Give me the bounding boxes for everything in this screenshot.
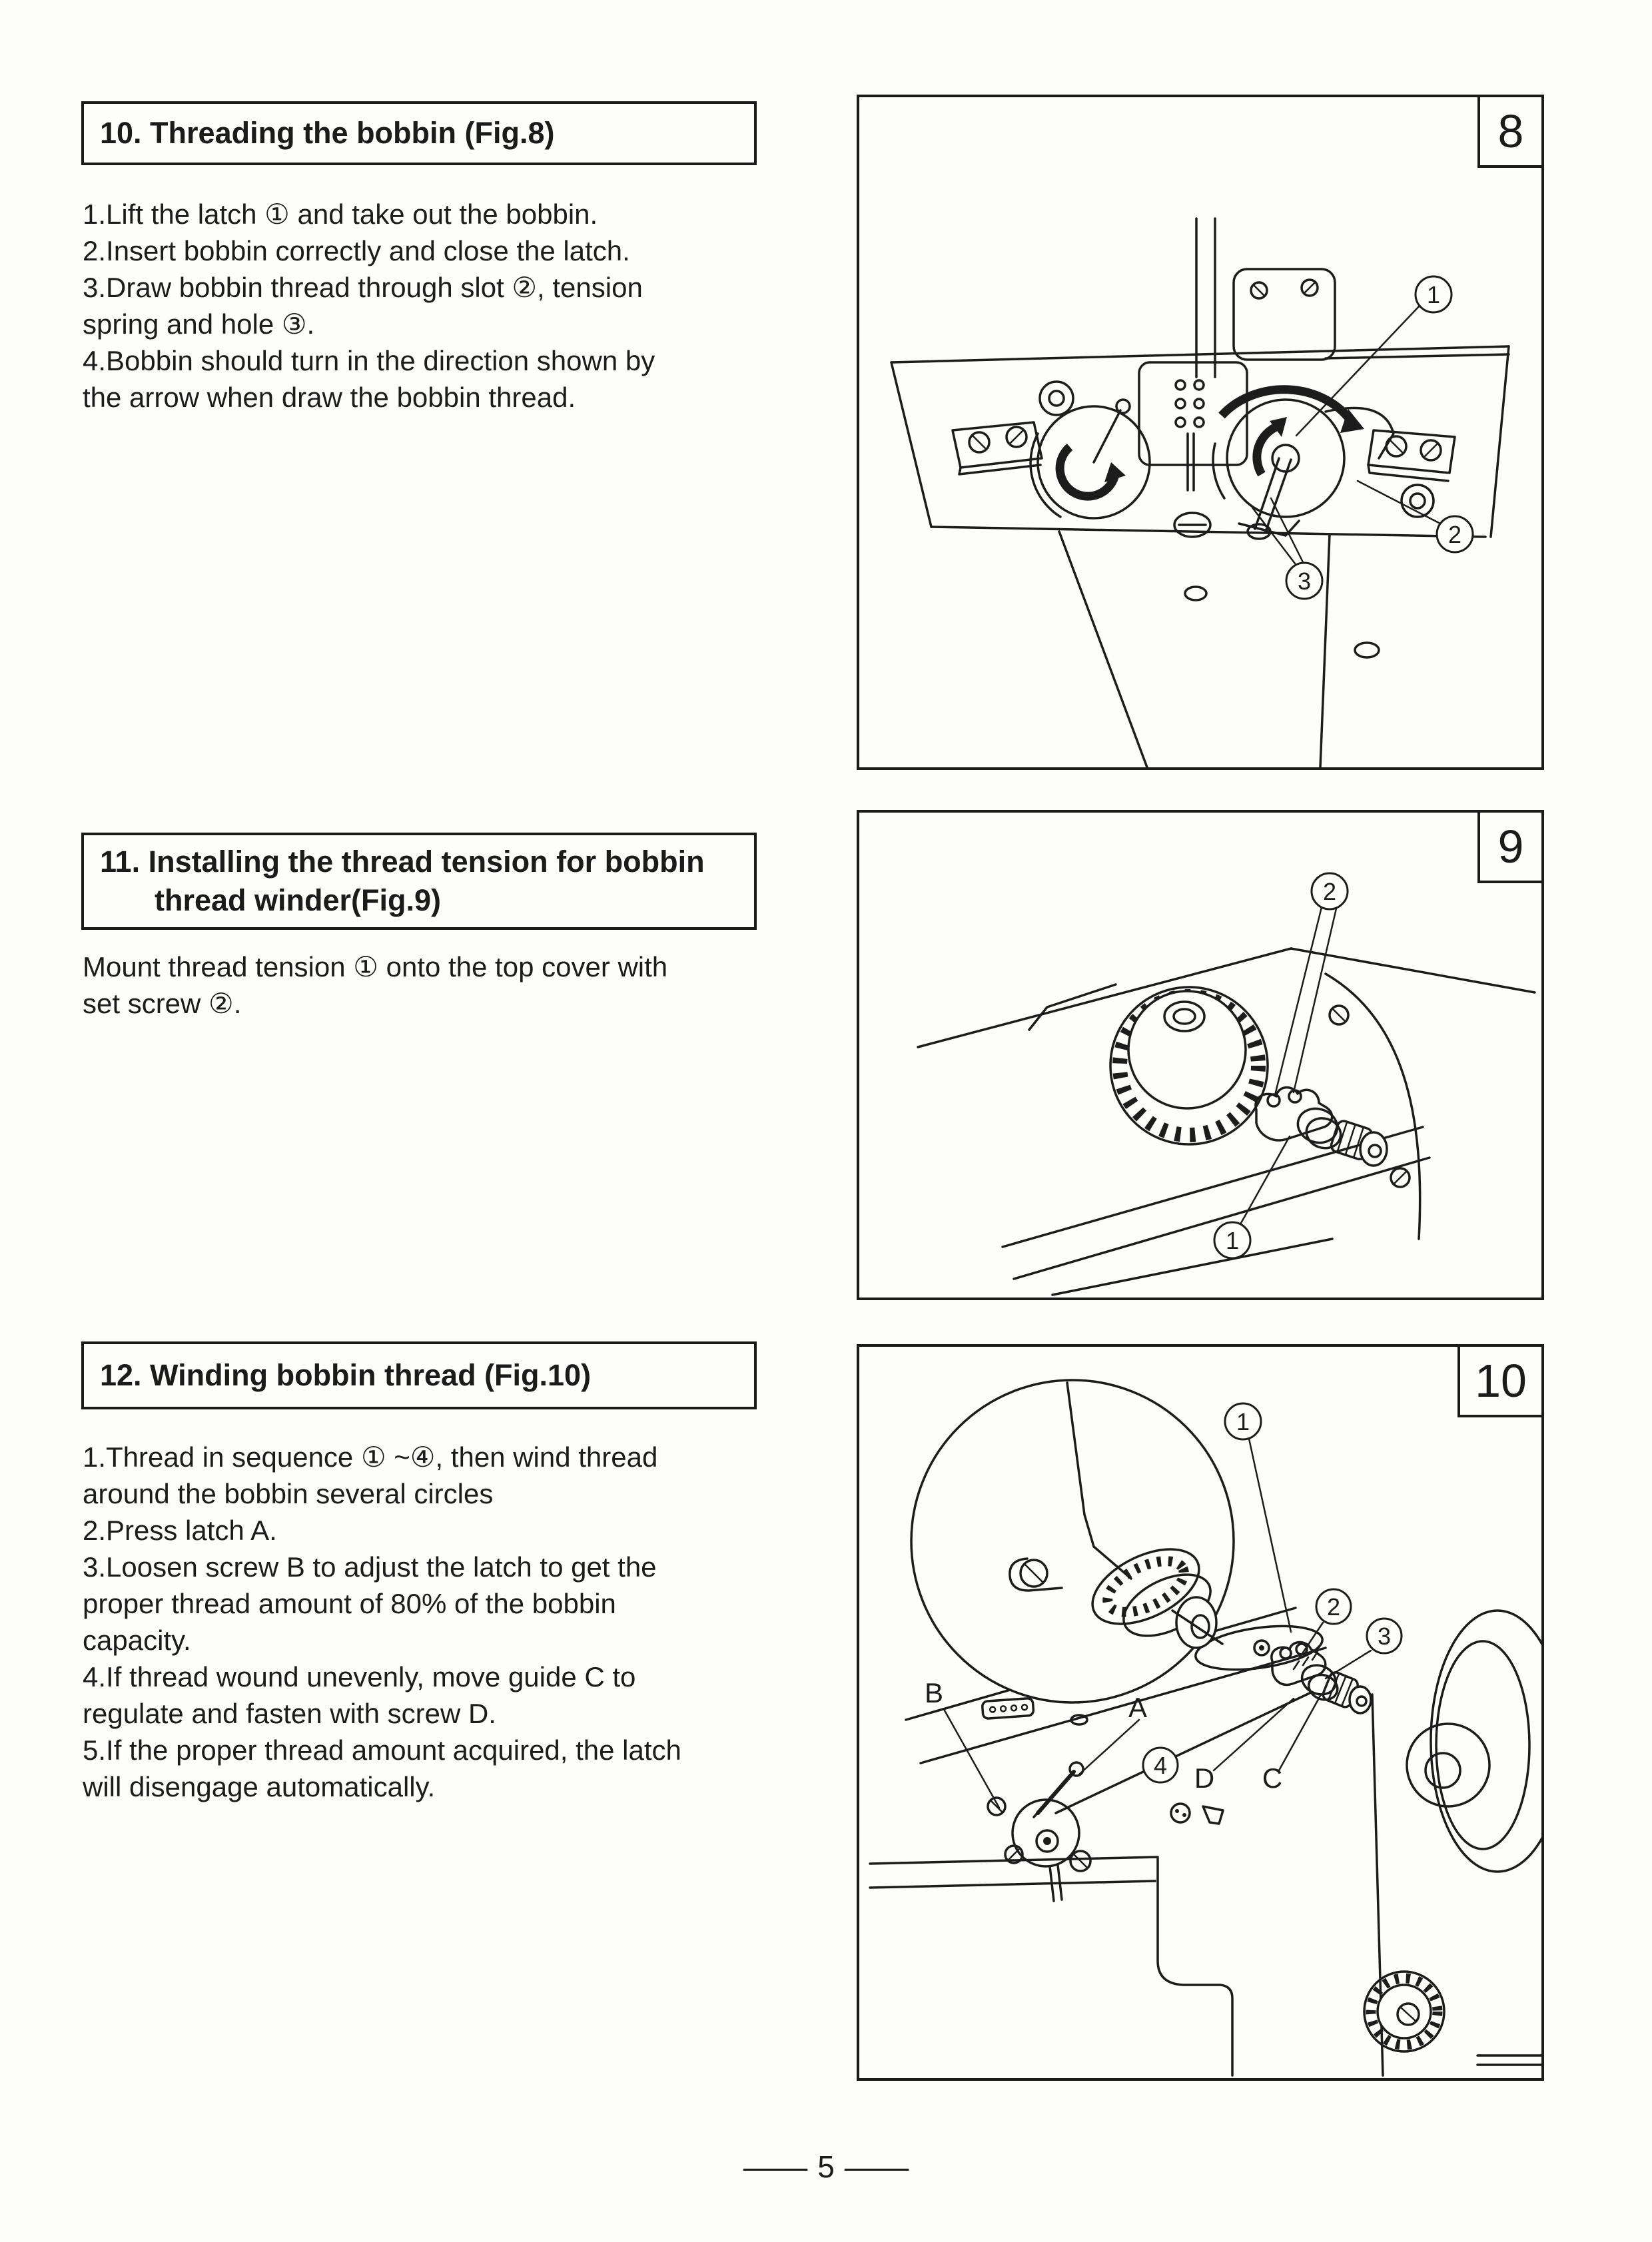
fig10-label-A: A — [1128, 1692, 1148, 1723]
figure-9-number-badge: 9 — [1477, 810, 1544, 883]
section-10-title: 10. Threading the bobbin (Fig.8) — [100, 116, 555, 150]
text-line: 3.Loosen screw B to adjust the latch to get the — [83, 1551, 657, 1583]
section-12-title: 12. Winding bobbin thread (Fig.10) — [100, 1358, 592, 1392]
section-10-title-box — [81, 101, 757, 165]
text-line: 3.Draw bobbin thread through slot ②, tension — [83, 272, 643, 303]
text-line: will disengage automatically. — [83, 1771, 436, 1802]
callout-label: 1 — [1236, 1408, 1250, 1435]
fig10-callout-4 — [1143, 1748, 1178, 1782]
text-line: 5.If the proper thread amount acquired, the latch — [83, 1734, 681, 1766]
callout-label: 2 — [1447, 521, 1462, 548]
text-line: proper thread amount of 80% of the bobbin — [83, 1588, 616, 1619]
fig9-callout-1 — [1214, 1222, 1250, 1258]
figure-10-drawing — [859, 1347, 1541, 2078]
fig10-callout-1 — [1225, 1403, 1261, 1439]
section-11-title-line2: thread winder(Fig.9) — [155, 883, 442, 917]
text-line: 1.Lift the latch ① and take out the bobbin. — [83, 198, 598, 230]
text-line: the arrow when draw the bobbin thread. — [83, 382, 576, 413]
callout-label: 3 — [1377, 1623, 1392, 1650]
fig8-callout-1 — [1416, 276, 1451, 312]
fig10-callout-2 — [1316, 1589, 1351, 1624]
figure-9-drawing — [859, 813, 1541, 1298]
section-11-title-line1: 11. Installing the thread tension for bobbin — [100, 845, 705, 879]
callout-label: 4 — [1153, 1752, 1168, 1779]
figure-10-number-badge: 10 — [1457, 1344, 1544, 1417]
figure-8-drawing — [859, 97, 1541, 767]
footer-right-dash: — — [844, 2149, 909, 2184]
section-12-title-box — [81, 1341, 757, 1409]
text-line: regulate and fasten with screw D. — [83, 1698, 496, 1729]
text-line: 1.Thread in sequence ① ~④, then wind thread — [83, 1441, 658, 1473]
fig10-callout-3 — [1367, 1619, 1402, 1653]
fig10-label-C: C — [1262, 1762, 1283, 1794]
figure-8-panel — [857, 95, 1544, 770]
callout-label: 2 — [1322, 878, 1337, 905]
text-line: 4.If thread wound unevenly, move guide C to — [83, 1661, 636, 1692]
fig8-callout-2 — [1437, 516, 1473, 552]
text-line: around the bobbin several circles — [83, 1478, 494, 1509]
text-line: capacity. — [83, 1625, 191, 1656]
page-number: 5 — [817, 2149, 835, 2184]
section-11-title-box — [81, 833, 757, 930]
text-line: set screw ②. — [83, 988, 242, 1019]
text-line: Mount thread tension ① onto the top cover with — [83, 951, 668, 982]
callout-label: 2 — [1326, 1593, 1341, 1621]
fig9-callout-2 — [1312, 873, 1348, 909]
text-line: 2.Press latch A. — [83, 1515, 277, 1546]
fig8-callout-3 — [1286, 563, 1322, 599]
figure-9-panel — [857, 810, 1544, 1300]
section-11-body — [83, 948, 667, 1022]
section-10-body — [83, 196, 655, 416]
text-line: 2.Insert bobbin correctly and close the latch. — [83, 235, 630, 266]
fig10-label-D: D — [1194, 1762, 1215, 1794]
callout-label: 1 — [1426, 281, 1441, 308]
figure-10-panel — [857, 1344, 1544, 2081]
section-12-body — [83, 1439, 681, 1805]
text-line: 4.Bobbin should turn in the direction shown by — [83, 345, 655, 376]
callout-label: 3 — [1297, 567, 1312, 595]
fig10-label-B: B — [924, 1677, 944, 1708]
footer-left-dash: — — [743, 2149, 808, 2184]
text-line: spring and hole ③. — [83, 308, 315, 340]
figure-8-number-badge: 8 — [1477, 95, 1544, 168]
callout-label: 1 — [1225, 1227, 1240, 1254]
page-footer — [0, 2149, 1652, 2185]
